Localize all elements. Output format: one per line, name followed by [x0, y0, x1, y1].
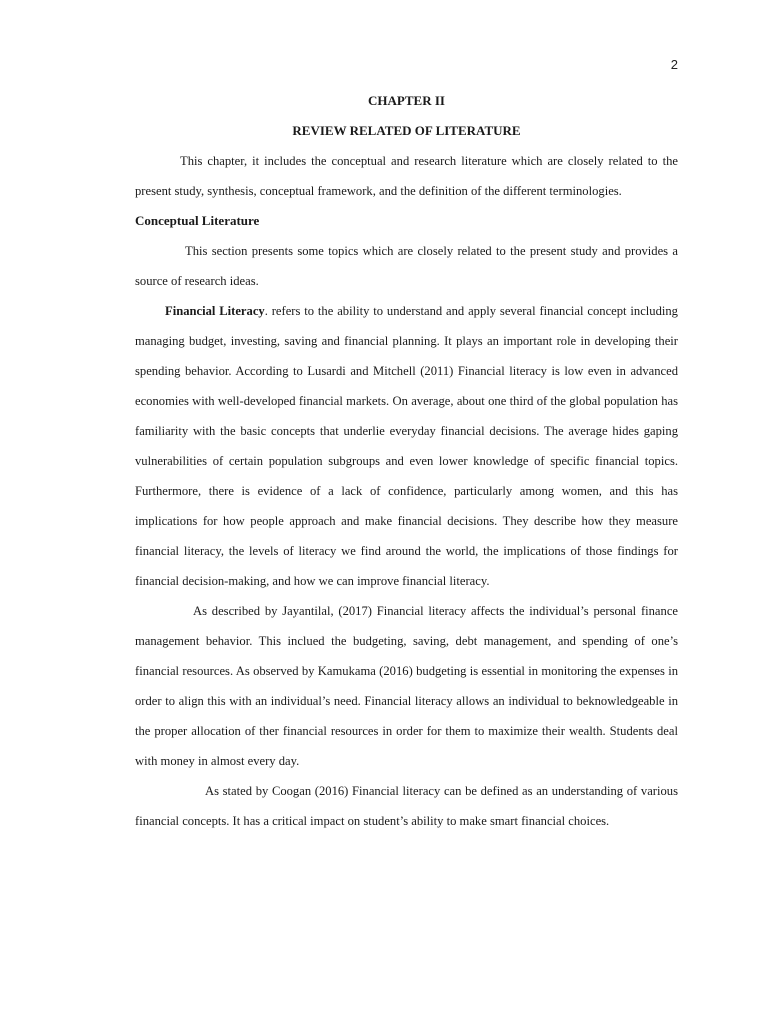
chapter-title: CHAPTER II — [368, 93, 445, 108]
page-content — [135, 90, 678, 836]
financial-literacy-term: Financial Literacy — [165, 304, 265, 318]
conceptual-literature-intro-paragraph: This section presents some topics which are closely related to the present study and provides a source of research ideas. — [135, 244, 678, 288]
coogan-paragraph: As stated by Coogan (2016) Financial literacy can be defined as an understanding of various financial concepts. It has a critical impact on student’s ability to make smart financial choices. — [135, 784, 678, 828]
financial-literacy-text: . refers to the ability to understand and apply several financial concept including managing budget, investing, saving and financial planning. It plays an important role in developing their spending behavior. According to Lusardi and Mitchell (2011) Financial literacy is low even in advanced economies with well-developed financial markets. On average, about one third of the global population has familiarity with the basic concepts that underlie everyday financial decisions. The average hides gaping vulnerabilities of certain population subgroups and even lower knowledge of specific financial topics. Furthermore, there is evidence of a lack of confidence, particularly among women, and this has implications for how people approach and make financial decisions. They describe how they measure financial literacy, the levels of literacy we find around the world, the implications of those findings for financial decision-making, and how we can improve financial literacy. — [135, 304, 678, 588]
chapter-intro-paragraph: This chapter, it includes the conceptual and research literature which are closely related to the present study, synthesis, conceptual framework, and the definition of the different terminologies. — [135, 154, 678, 198]
section-heading-conceptual-literature: Conceptual Literature — [135, 213, 260, 228]
jayantilal-paragraph: As described by Jayantilal, (2017) Financial literacy affects the individual’s personal finance management behavior. This inclued the budgeting, saving, debt management, and spending of one’s financial resources. As observed by Kamukama (2016) budgeting is essential in monitoring the expenses in order to align this with an individual’s need. Financial literacy allows an individual to beknowledgeable in the proper allocation of ther financial resources in order for them to maximize their wealth. Students deal with money in almost every day. — [135, 604, 678, 768]
chapter-subtitle: REVIEW RELATED OF LITERATURE — [292, 123, 521, 138]
page-number: 2 — [670, 57, 678, 72]
financial-literacy-paragraph — [135, 296, 678, 596]
